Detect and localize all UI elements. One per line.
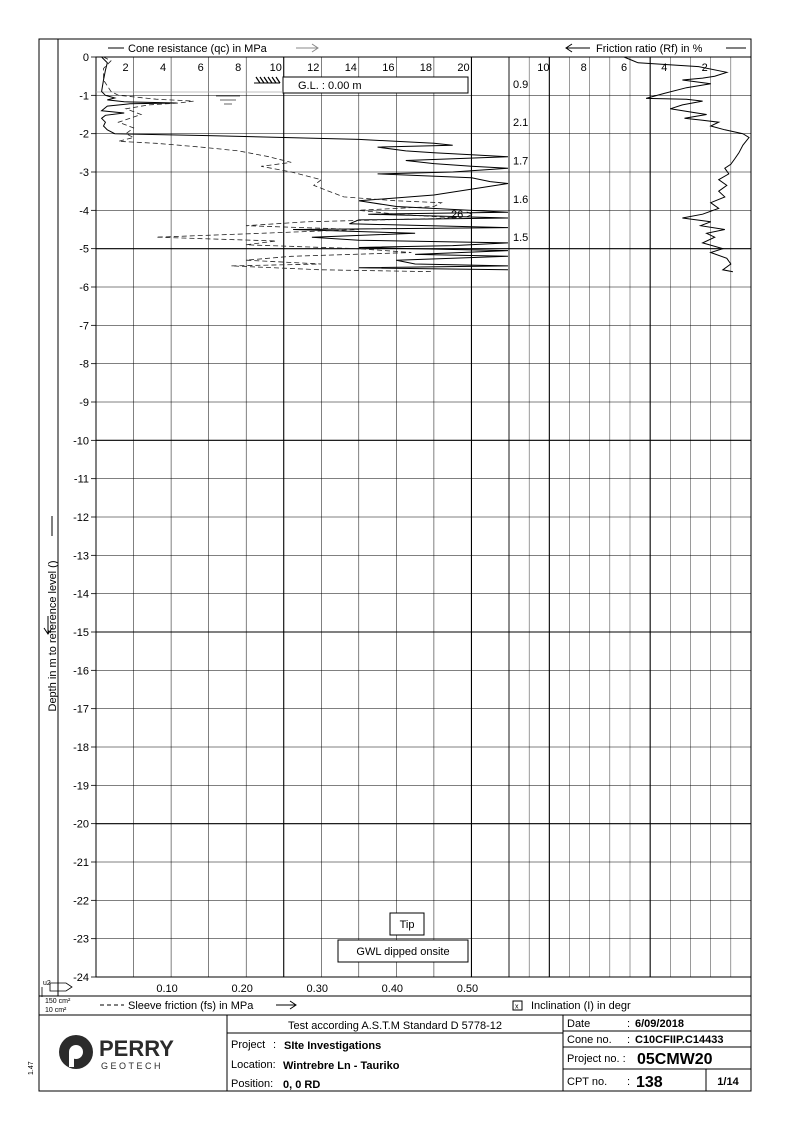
layer-ratio-label: 1.6 bbox=[513, 193, 529, 206]
project-no-value: 05CMW20 bbox=[637, 1051, 713, 1068]
layer-ratio-label: 0.9 bbox=[513, 78, 529, 91]
qc-tick-label: 10 bbox=[269, 62, 282, 74]
info-block bbox=[227, 1015, 751, 1091]
depth-tick-label: 0 bbox=[82, 52, 89, 64]
date-label: Date bbox=[567, 1018, 591, 1030]
rf-tick-label: 10 bbox=[537, 62, 550, 74]
qc-tick-label: 12 bbox=[307, 62, 320, 74]
layer-labels bbox=[513, 79, 528, 244]
layer-ratio-label: 2.1 bbox=[513, 117, 529, 130]
qc-tick-label: 14 bbox=[344, 62, 357, 74]
qc-tick-label: 8 bbox=[235, 62, 242, 74]
location-label: Location: bbox=[231, 1059, 276, 1071]
depth-tick-label: -13 bbox=[73, 550, 89, 563]
sleeve-axis-legend bbox=[100, 1000, 296, 1012]
depth-tick-label: -15 bbox=[73, 627, 89, 639]
depth-tick-label: -4 bbox=[79, 205, 89, 218]
tip-label: Tip bbox=[399, 919, 415, 931]
depth-tick-label: -6 bbox=[79, 282, 89, 294]
u2-label: u2 bbox=[43, 980, 51, 987]
fs-tick-label: 0.40 bbox=[381, 983, 404, 995]
logo-name: PERRY bbox=[99, 1036, 174, 1061]
cpt-no-label: CPT no. bbox=[567, 1076, 608, 1088]
depth-tick-label: -1 bbox=[79, 90, 89, 103]
qc-tick-label: 6 bbox=[197, 62, 204, 74]
layer-ratio-label: 1.5 bbox=[513, 232, 529, 245]
depth-tick-label: -7 bbox=[79, 320, 89, 333]
depth-tick-label: -18 bbox=[73, 742, 89, 754]
fs-tick-label: 0.30 bbox=[306, 983, 328, 995]
depth-tick-label: -9 bbox=[79, 397, 89, 409]
depth-tick-label: -3 bbox=[79, 167, 89, 179]
depth-tick-label: -11 bbox=[73, 473, 89, 486]
depth-tick-label: -2 bbox=[79, 128, 89, 141]
depth-tick-label: -5 bbox=[79, 243, 89, 256]
standard-text: Test according A.S.T.M Standard D 5778-12 bbox=[287, 1020, 503, 1032]
position-value: 0, 0 RD bbox=[283, 1079, 321, 1091]
cone-no-value: C10CFIIP.C14433 bbox=[635, 1034, 724, 1046]
position-label: Position: bbox=[231, 1078, 274, 1090]
qc-tick-label: 4 bbox=[160, 62, 167, 74]
depth-axis-label: Depth in m to reference level () bbox=[47, 560, 59, 712]
gwl-label: GWL dipped onsite bbox=[356, 946, 450, 958]
fs-tick-label: 0.10 bbox=[156, 983, 178, 995]
qc-tick-label: 16 bbox=[382, 62, 395, 74]
sleeve-axis-label: Sleeve friction (fs) in MPa bbox=[128, 1000, 254, 1012]
layer-ratio-label: 1.7 bbox=[513, 155, 529, 168]
cone-legend-box bbox=[42, 980, 72, 1014]
fs-tick-label: 0.50 bbox=[456, 983, 479, 995]
qc-tick-label: 2 bbox=[122, 62, 129, 74]
rf-tick-label: 4 bbox=[661, 62, 668, 74]
project-no-label: Project no. : bbox=[567, 1053, 626, 1065]
rf-tick-label: 8 bbox=[580, 62, 587, 74]
depth-tick-label: -16 bbox=[73, 665, 89, 678]
location-value: Wintrebre Ln - Tauriko bbox=[283, 1060, 400, 1072]
grid bbox=[96, 57, 751, 977]
depth-tick-label: -14 bbox=[73, 588, 89, 601]
friction-ratio-axis-header bbox=[566, 43, 746, 55]
inclination-label: Inclination (I) in degr bbox=[531, 1000, 631, 1012]
depth-tick-label: -24 bbox=[73, 972, 89, 984]
project-value: SIte Investigations bbox=[284, 1040, 382, 1052]
qc-tick-label: 20 bbox=[457, 62, 470, 74]
depth-tick-label: -19 bbox=[73, 780, 89, 793]
friction-ratio-line bbox=[624, 57, 749, 272]
rf-tick-label: 6 bbox=[620, 62, 628, 74]
area-label-1: 150 cm² bbox=[45, 998, 71, 1005]
cpt-no-colon: : bbox=[627, 1076, 631, 1088]
project-label: Project bbox=[231, 1039, 266, 1051]
depth-tick-label: -22 bbox=[73, 895, 89, 908]
depth-tick-label: -21 bbox=[73, 857, 89, 869]
inclination-checkbox-mark: x bbox=[515, 1003, 519, 1011]
axis-ticks bbox=[73, 52, 708, 995]
qc-tick-label: 18 bbox=[419, 62, 433, 74]
depth-axis-label-group bbox=[47, 516, 59, 712]
depth-tick-label: -10 bbox=[73, 435, 89, 448]
area-label-2: 10 cm² bbox=[45, 1007, 67, 1014]
date-value: 6/09/2018 bbox=[635, 1018, 684, 1030]
cpt-no-value: 138 bbox=[636, 1074, 663, 1091]
water-table-icon bbox=[216, 96, 240, 104]
cone-axis-label: Cone resistance (qc) in MPa bbox=[128, 43, 267, 55]
date-colon: : bbox=[627, 1018, 631, 1030]
depth-tick-label: -12 bbox=[73, 512, 89, 524]
ground-level-text: G.L. : 0.00 m bbox=[298, 80, 362, 92]
cone-axis-header bbox=[108, 43, 318, 55]
side-code: 1.47 bbox=[28, 1061, 35, 1075]
rf-tick-label: 2 bbox=[701, 62, 708, 74]
friction-ratio-axis-label: Friction ratio (Rf) in % bbox=[596, 43, 703, 55]
depth-tick-label: -8 bbox=[79, 358, 89, 371]
depth-tick-label: -23 bbox=[73, 933, 89, 946]
depth-tick-label: -20 bbox=[73, 818, 89, 831]
surface-hatch-icon bbox=[254, 77, 280, 83]
page-number: 1/14 bbox=[717, 1076, 739, 1088]
depth-tick-label: -17 bbox=[73, 703, 89, 716]
cone-no-colon: : bbox=[627, 1034, 631, 1046]
logo-sub: GEOTECH bbox=[101, 1061, 164, 1071]
offscale-note: 26 > bbox=[451, 209, 473, 221]
fs-tick-label: 0.20 bbox=[231, 983, 253, 995]
perry-geotech-logo bbox=[59, 1035, 174, 1071]
project-colon: : bbox=[273, 1039, 277, 1051]
cone-no-label: Cone no. bbox=[567, 1034, 612, 1046]
